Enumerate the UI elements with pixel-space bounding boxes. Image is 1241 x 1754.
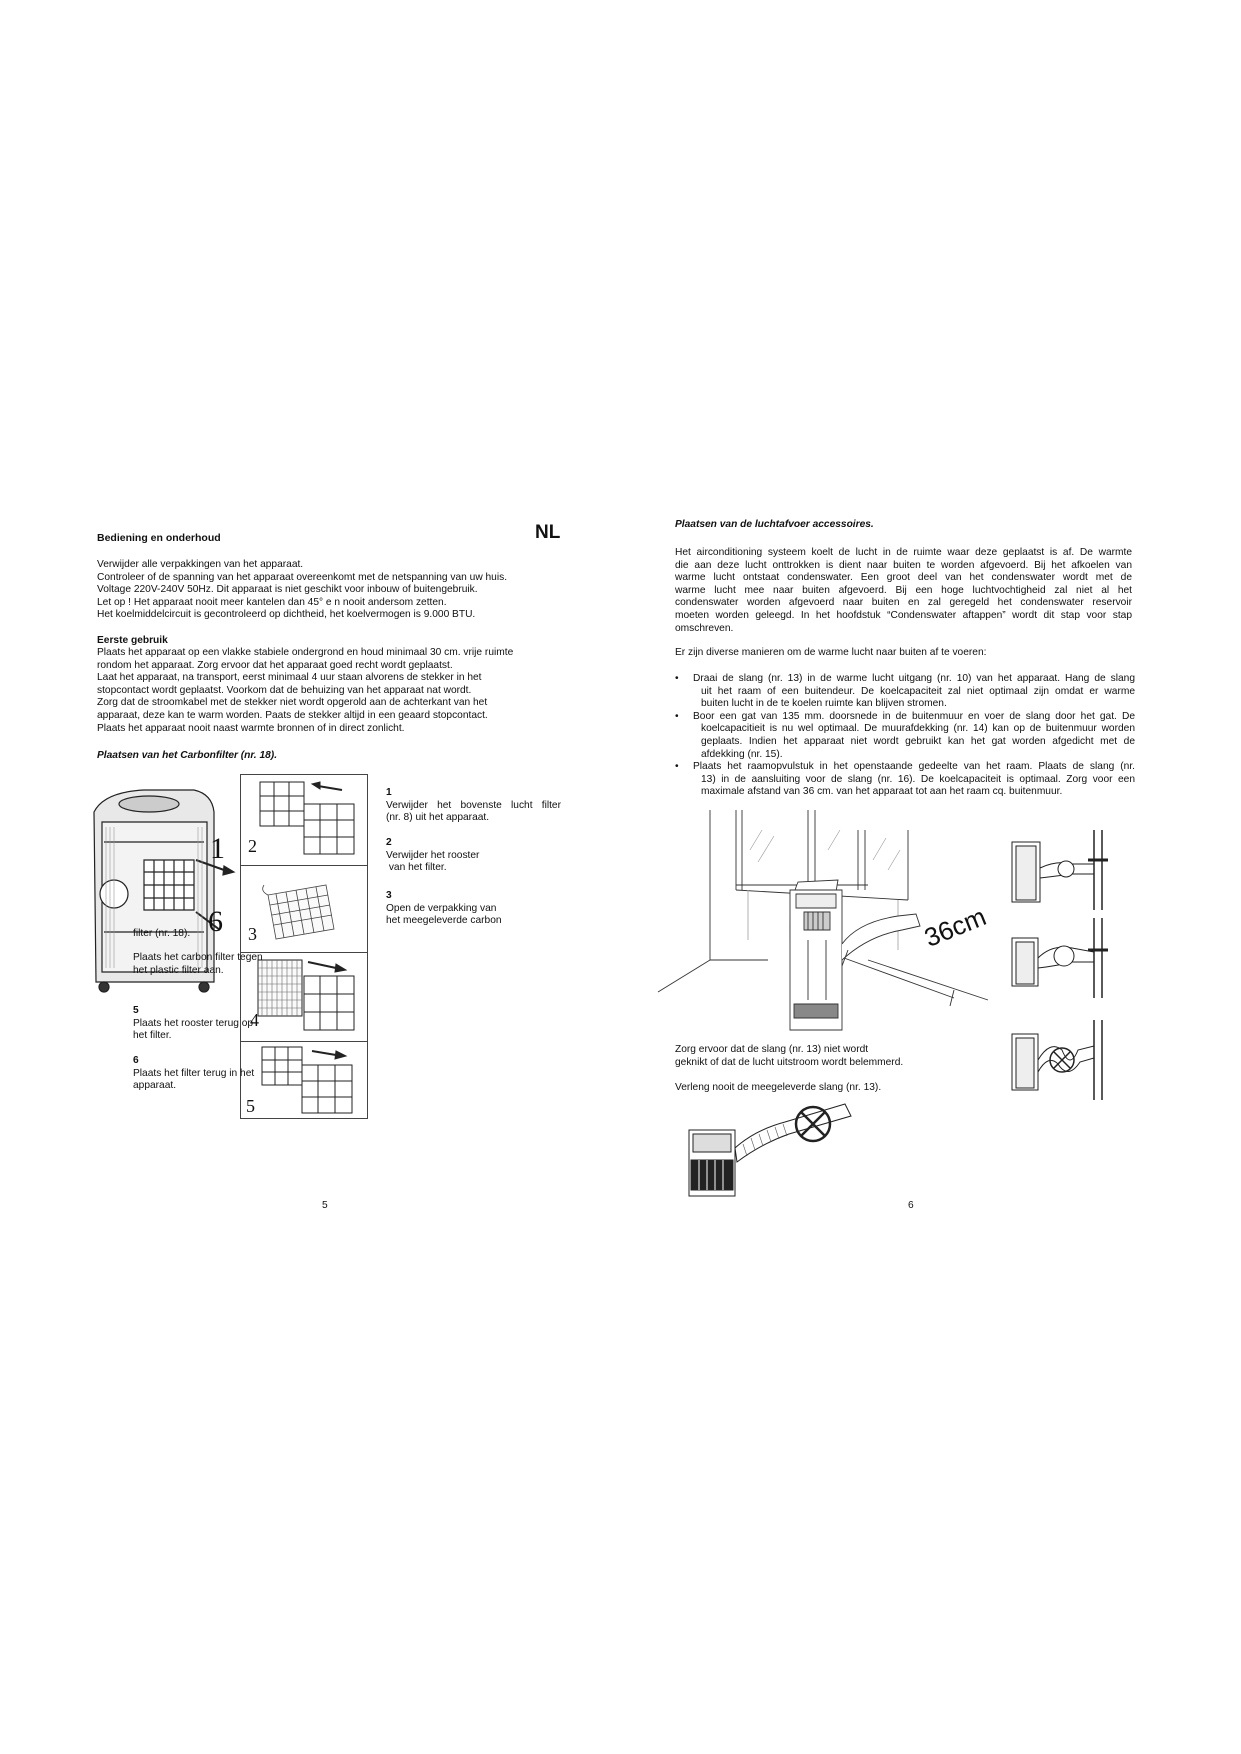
list-item <box>675 673 1135 711</box>
figure-number: 3 <box>248 924 257 944</box>
first-use-line: stopcontact wordt geplaatst. Voorkom dat de behuizing van het apparaat nat wordt. <box>97 684 472 696</box>
para-line: condenswater worden afgevoerd naar buiten en zal geregeld het condenswater reservoir <box>675 597 1132 609</box>
intro-line: Verwijder alle verpakkingen van het apparaat. <box>97 559 304 570</box>
bullet-line: maximale afstand van 36 cm. van het apparaat tot aan het raam cq. buitenmuur. <box>701 786 1063 798</box>
bullet-line: Boor een gat van 135 mm. doorsnede in de buitenmuur en voer de slang door het gat. De <box>693 710 1135 722</box>
step-line: Plaats het carbon filter tegen <box>133 952 263 964</box>
page-number-right: 6 <box>908 1200 914 1211</box>
bullet-line: koelcapacitieit is nu wel optimaal. De muurafdekking (nr. 14) kan op de buitenmuur worden <box>701 723 1135 735</box>
carbon-filter-heading: Plaatsen van het Carbonfilter (nr. 18). <box>97 750 278 761</box>
bullet-line: afdekking (nr. 15). <box>701 748 783 760</box>
first-use-line: Zorg dat de stroomkabel met de stekker niet wordt opgerold aan de achterkant van het <box>97 697 488 709</box>
page-number-left: 5 <box>322 1200 328 1211</box>
bullet-line: 13) in de aansluiting voor de slang (nr. 16). De koelcapaciteit is optimaal. Zorg voor een <box>701 773 1135 785</box>
first-use-line: Plaats het apparaat op een vlakke stabiele ondergrond en houd minimaal 30 cm. vrije ruimte <box>97 647 514 658</box>
first-use-line: Plaats het apparaat nooit naast warmte bronnen of in direct zonlicht. <box>97 722 405 734</box>
step-number: 1 <box>386 787 392 798</box>
para-line: warme lucht ontstaat condenswater. Een groot deel van het condenswater wordt met de <box>675 572 1132 584</box>
distance-label: 36cm <box>920 901 991 953</box>
step-line: Open de verpakking van <box>386 902 497 914</box>
step-3 <box>386 890 502 928</box>
list-item <box>675 711 1135 761</box>
step-line: (nr. 8) uit het apparaat. <box>386 812 490 824</box>
figure-number: 4 <box>250 1010 259 1030</box>
intro-text <box>97 559 507 622</box>
first-use-heading: Eerste gebruik <box>97 635 168 646</box>
bullet-line: buiten lucht in de te koelen ruimte kan blijven stromen. <box>701 698 947 710</box>
language-label: NL <box>535 522 561 543</box>
step-2 <box>386 837 479 875</box>
hose-wrong-kinked <box>1002 1020 1112 1100</box>
step-line: Plaats het filter terug in het <box>133 1067 255 1079</box>
step-1 <box>386 787 561 825</box>
methods-list <box>675 673 1135 799</box>
para-line: moeten worden geleegd. In het hoofdstuk “Condenswater aftappen” wordt dit stap voor stap <box>675 609 1132 621</box>
step-line: het filter. <box>133 1030 172 1042</box>
right-page-title: Plaatsen van de luchtafvoer accessoires. <box>675 519 874 530</box>
step-6 <box>133 1055 254 1093</box>
para-line: warme lucht mee naar buiten afgevoerd. Bij een hoge luchtvochtigheid zal niet al het <box>675 584 1132 596</box>
step-number: 2 <box>386 837 392 848</box>
step-number: 5 <box>133 1005 139 1016</box>
step-line: filter (nr. 18). <box>133 927 191 939</box>
figure-number: 6 <box>208 905 223 938</box>
step-line: Verwijder het bovenste lucht filter <box>386 799 561 811</box>
note-hose-extend: Verleng nooit de meegeleverde slang (nr. 13). <box>675 1082 882 1093</box>
hose-correct-2 <box>1002 918 1112 998</box>
step-5-illustration <box>240 1041 368 1119</box>
first-use-line: Laat het apparaat, na transport, eerst minimaal 4 uur staan alvorens de stekker in het <box>97 672 482 684</box>
para-line: omschreven. <box>675 622 734 634</box>
intro-line: Het koelmiddelcircuit is gecontroleerd op dichtheid, het koelvermogen is 9.000 BTU. <box>97 609 476 621</box>
para-line: Het airconditioning systeem koelt de lucht in de ruimte waar deze geplaatst is af. De warmte <box>675 547 1132 558</box>
first-use-text <box>97 647 513 735</box>
step-line: Plaats het rooster terug op <box>133 1017 254 1029</box>
step-number: 6 <box>133 1055 139 1066</box>
step-5 <box>133 1005 253 1043</box>
step-line: Verwijder het rooster <box>386 849 480 861</box>
bullet-line: geplaats. Indien het apparaat niet wordt gebruikt kan het gat worden afgedicht met de <box>701 735 1135 747</box>
note-line: Zorg ervoor dat de slang (nr. 13) niet wordt <box>675 1044 869 1055</box>
intro-line: Voltage 220V-240V 50Hz. Dit apparaat is niet geschikt voor inbouw of buitengebruik. <box>97 584 478 596</box>
bullet-icon: • <box>675 710 679 722</box>
methods-intro: Er zijn diverse manieren om de warme lucht naar buiten af te voeren: <box>675 647 987 658</box>
no-extension-illustration <box>685 1100 860 1200</box>
step-line: van het filter. <box>386 862 447 874</box>
step-line: het plastic filter aan. <box>133 964 224 976</box>
bullet-icon: • <box>675 673 679 684</box>
figure-number: 2 <box>248 836 257 856</box>
intro-line: Let op ! Het apparaat nooit meer kantelen dan 45° e n nooit andersom zetten. <box>97 596 447 608</box>
figure-number: 5 <box>246 1096 255 1116</box>
first-use-line: apparaat, deze kan te warm worden. Paats de stekker altijd in een geaard stopcontact. <box>97 709 488 721</box>
step-number: 3 <box>386 890 392 901</box>
step-line: het meegeleverde carbon <box>386 915 502 927</box>
bullet-line: Draai de slang (nr. 13) in de warme lucht uitgang (nr. 10) van het apparaat. Hang de slang <box>693 673 1135 684</box>
hose-correct-1 <box>1002 830 1112 910</box>
bullet-icon: • <box>675 761 679 773</box>
left-page-title: Bediening en onderhoud <box>97 532 221 544</box>
intro-line: Controleer of de spanning van het apparaat overeenkomt met de netspanning van uw huis. <box>97 571 508 583</box>
figure-number: 1 <box>210 832 225 865</box>
intro-paragraph <box>675 547 1132 635</box>
step-line: apparaat. <box>133 1080 177 1092</box>
list-item <box>675 761 1135 799</box>
para-line: die aan deze lucht onttrokken is dient naar buiten te worden afgevoerd. Bij het afkoelen van <box>675 559 1132 571</box>
step-4 <box>133 915 263 977</box>
note-line: geknikt of dat de lucht uitstroom wordt belemmerd. <box>675 1056 904 1068</box>
first-use-line: rondom het apparaat. Zorg ervoor dat het apparaat goed recht wordt geplaatst. <box>97 659 453 671</box>
bullet-line: Plaats het raamopvulstuk in het openstaande gedeelte van het raam. Plaats de slang (nr. <box>693 761 1135 773</box>
step-2-illustration <box>240 774 368 866</box>
note-hose-kink <box>675 1044 903 1069</box>
bullet-line: uit het raam of een buitendeur. De koelcapaciteit zal niet optimaal zijn omdat er warme <box>701 685 1135 697</box>
